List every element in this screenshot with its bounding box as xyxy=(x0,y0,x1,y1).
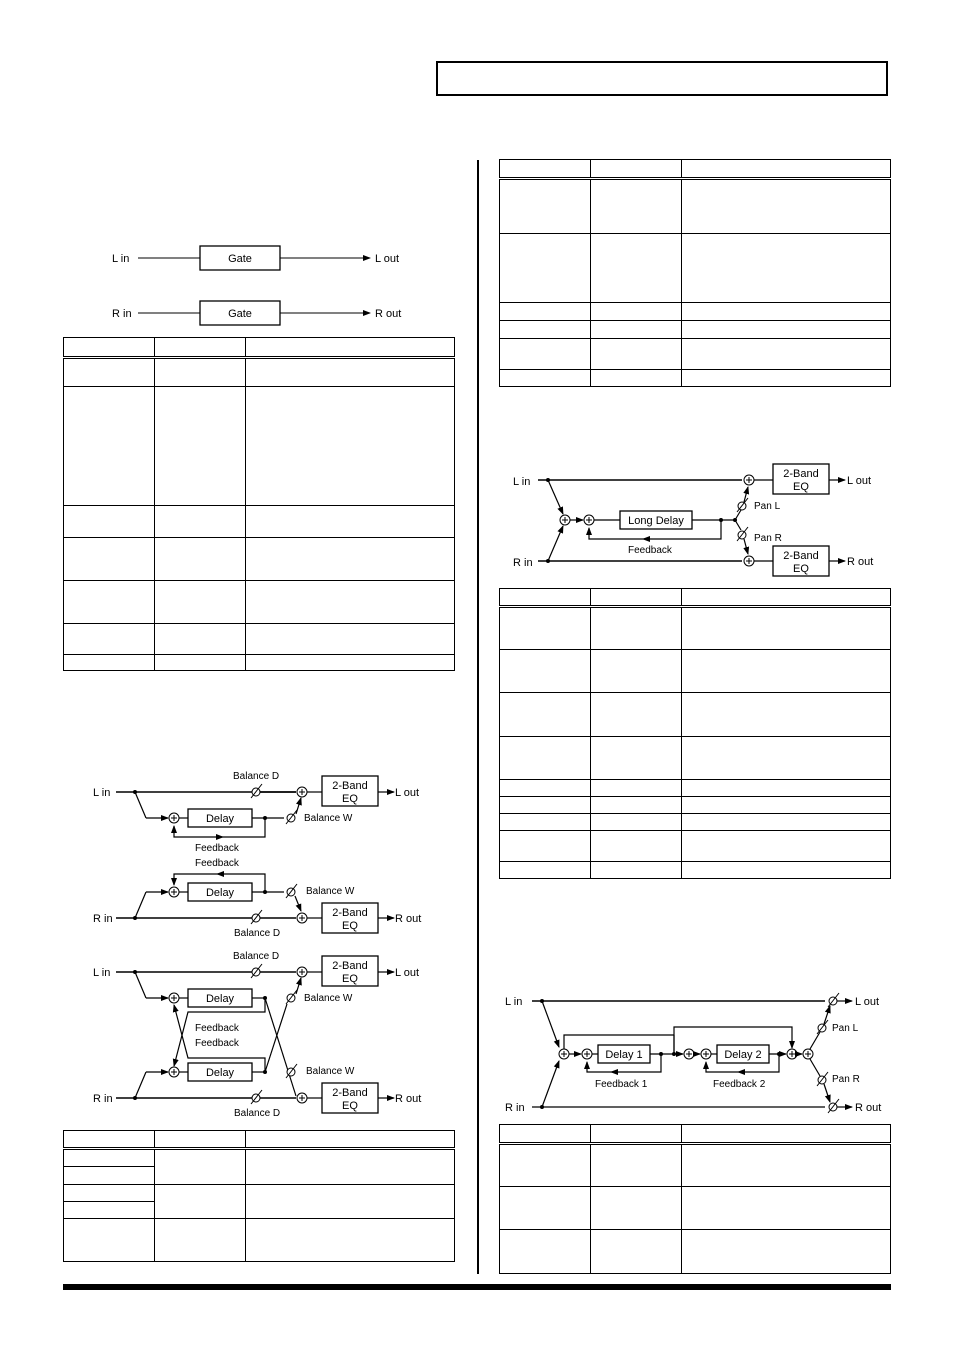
balance-w-top-label: Balance W xyxy=(304,993,353,1004)
r-out-label: R out xyxy=(395,913,422,925)
feedback-label: Feedback xyxy=(628,545,672,556)
balance-d-top-label: Balance D xyxy=(233,951,280,962)
l-in-label: L in xyxy=(505,996,523,1008)
r-out-label: R out xyxy=(395,1093,422,1105)
gate-r-in-label: R in xyxy=(112,308,132,320)
balance-d-bottom-label: Balance D xyxy=(234,928,281,939)
balance-d-bottom-label: Balance D xyxy=(234,1108,281,1119)
parameter-table-long-delay xyxy=(499,588,891,879)
parameter-table-gate xyxy=(63,337,455,671)
r-in-label: R in xyxy=(93,1093,113,1105)
serial-delay-diagram xyxy=(500,990,890,1120)
delay-r-label: Delay xyxy=(205,887,235,899)
eq-l-label-2: EQ xyxy=(793,481,809,493)
column-divider xyxy=(477,160,479,1274)
stereo-delay-diagram-normal xyxy=(88,768,433,943)
r-out-label: R out xyxy=(847,556,874,568)
eq-l-label-1: 2-Band xyxy=(332,780,368,792)
feedback-top-label: Feedback xyxy=(195,843,239,854)
gate-r-block-label: Gate xyxy=(228,308,252,320)
parameter-table-right-top xyxy=(499,159,891,387)
balance-d-top-label: Balance D xyxy=(233,771,280,782)
parameter-table-serial-delay xyxy=(499,1124,891,1274)
delay-2-label: Delay 2 xyxy=(724,1049,762,1061)
l-in-label: L in xyxy=(93,967,111,979)
gate-r-out-label: R out xyxy=(375,308,402,320)
delay-l-label: Delay xyxy=(205,993,235,1005)
r-in-label: R in xyxy=(93,913,113,925)
balance-w-bottom-label: Balance W xyxy=(306,1066,355,1077)
feedback-bottom-label: Feedback xyxy=(195,1038,239,1049)
chapter-header-box xyxy=(436,61,888,96)
eq-r-label-1: 2-Band xyxy=(783,550,819,562)
eq-r-label-1: 2-Band xyxy=(332,1087,368,1099)
balance-w-bottom-label: Balance W xyxy=(306,886,355,897)
l-in-label: L in xyxy=(513,476,531,488)
delay-l-label: Delay xyxy=(205,813,235,825)
l-out-label: L out xyxy=(395,787,420,799)
eq-r-label-2: EQ xyxy=(342,920,358,932)
eq-l-label-1: 2-Band xyxy=(783,468,819,480)
delay-1-label: Delay 1 xyxy=(605,1049,643,1061)
eq-l-label-1: 2-Band xyxy=(332,960,368,972)
pan-r-label: Pan R xyxy=(754,533,782,544)
r-in-label: R in xyxy=(513,557,533,569)
eq-r-label-2: EQ xyxy=(793,563,809,575)
l-out-label: L out xyxy=(855,996,880,1008)
r-in-label: R in xyxy=(505,1102,525,1114)
r-out-label: R out xyxy=(855,1102,882,1114)
feedback-1-label: Feedback 1 xyxy=(595,1079,648,1090)
eq-r-label-1: 2-Band xyxy=(332,907,368,919)
long-delay-label: Long Delay xyxy=(628,515,684,527)
long-delay-diagram xyxy=(505,458,885,583)
delay-r-label: Delay xyxy=(205,1067,235,1079)
feedback-bottom-label: Feedback xyxy=(195,858,239,869)
eq-l-label-2: EQ xyxy=(342,973,358,985)
gate-block-diagram xyxy=(100,240,430,330)
eq-l-label-2: EQ xyxy=(342,793,358,805)
parameter-table-stereo-delay xyxy=(63,1130,455,1262)
footer-rule xyxy=(63,1284,891,1290)
feedback-2-label: Feedback 2 xyxy=(713,1079,766,1090)
pan-l-label: Pan L xyxy=(754,501,781,512)
pan-l-label: Pan L xyxy=(832,1023,859,1034)
l-out-label: L out xyxy=(395,967,420,979)
gate-l-block-label: Gate xyxy=(228,253,252,265)
pan-r-label: Pan R xyxy=(832,1074,860,1085)
gate-l-in-label: L in xyxy=(112,253,130,265)
stereo-delay-diagram-cross xyxy=(88,948,433,1123)
feedback-top-label: Feedback xyxy=(195,1023,239,1034)
l-out-label: L out xyxy=(847,475,872,487)
eq-r-label-2: EQ xyxy=(342,1100,358,1112)
gate-l-out-label: L out xyxy=(375,253,400,265)
balance-w-top-label: Balance W xyxy=(304,813,353,824)
l-in-label: L in xyxy=(93,787,111,799)
